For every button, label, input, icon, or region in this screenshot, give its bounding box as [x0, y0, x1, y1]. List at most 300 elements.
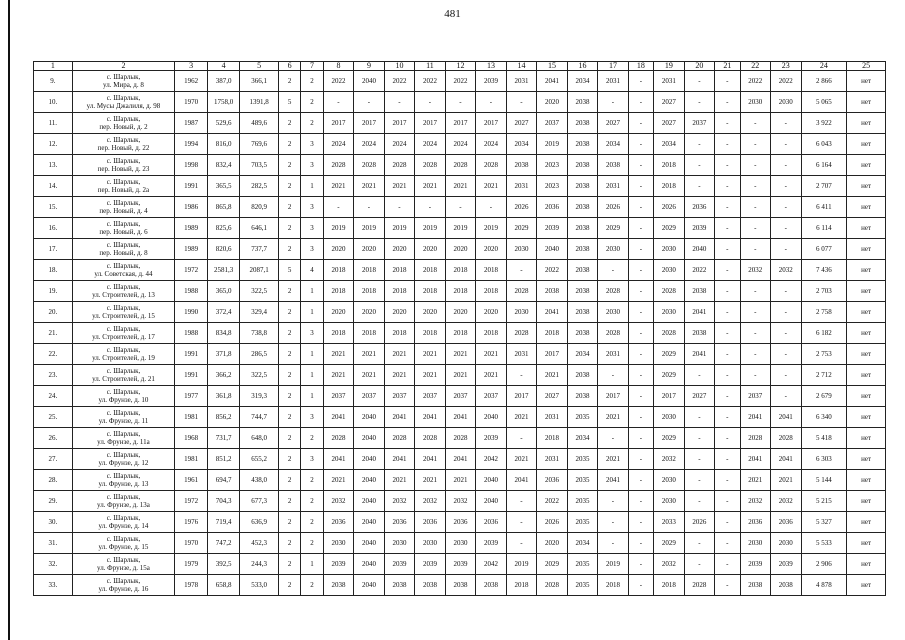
- table-cell: 2: [301, 470, 323, 491]
- column-header: 4: [207, 62, 240, 71]
- table-cell: 2040: [476, 491, 507, 512]
- table-cell: нет: [847, 218, 886, 239]
- table-cell: 2038: [567, 239, 598, 260]
- table-cell: 2024: [354, 134, 385, 155]
- table-cell: -: [384, 92, 415, 113]
- address-cell: [72, 218, 175, 239]
- table-cell: 2032: [654, 554, 685, 575]
- table-cell: 2: [278, 239, 300, 260]
- table-cell: 2032: [384, 491, 415, 512]
- table-cell: 2041: [506, 470, 537, 491]
- table-cell: -: [771, 281, 802, 302]
- table-cell: 2017: [476, 113, 507, 134]
- table-cell: 392,5: [207, 554, 240, 575]
- table-cell: 2037: [354, 386, 385, 407]
- table-cell: 2: [278, 365, 300, 386]
- table-cell: 2030: [323, 533, 354, 554]
- table-cell: -: [628, 218, 653, 239]
- table-row: [34, 470, 886, 491]
- table-cell: 2024: [445, 134, 476, 155]
- row-number: 33.: [34, 575, 73, 596]
- table-cell: 2029: [654, 218, 685, 239]
- table-cell: 2039: [537, 218, 568, 239]
- table-cell: -: [684, 407, 715, 428]
- table-cell: -: [715, 491, 740, 512]
- table-cell: -: [506, 92, 537, 113]
- table-cell: 1: [301, 554, 323, 575]
- table-cell: 2032: [415, 491, 446, 512]
- table-cell: 1972: [175, 260, 208, 281]
- table-cell: 2021: [323, 344, 354, 365]
- table-cell: 5: [278, 92, 300, 113]
- table-cell: 1991: [175, 344, 208, 365]
- address-locality: с. Шарлык,: [106, 472, 141, 480]
- table-cell: 2041: [771, 449, 802, 470]
- table-cell: -: [715, 512, 740, 533]
- row-number: 15.: [34, 197, 73, 218]
- address-street: ул. Фрунзе, д. 12: [98, 459, 149, 467]
- table-cell: -: [740, 302, 771, 323]
- table-cell: -: [684, 176, 715, 197]
- address-locality: с. Шарлык,: [106, 94, 141, 102]
- table-cell: 2037: [537, 113, 568, 134]
- column-header: 8: [323, 62, 354, 71]
- table-cell: 2039: [684, 218, 715, 239]
- table-cell: 2022: [445, 71, 476, 92]
- table-cell: 319,3: [240, 386, 279, 407]
- table-cell: 2021: [323, 470, 354, 491]
- row-number: 32.: [34, 554, 73, 575]
- table-cell: 2031: [654, 71, 685, 92]
- table-cell: -: [740, 176, 771, 197]
- table-cell: 2021: [740, 470, 771, 491]
- table-row: [34, 302, 886, 323]
- table-cell: нет: [847, 491, 886, 512]
- table-cell: 2021: [476, 365, 507, 386]
- table-cell: -: [715, 386, 740, 407]
- table-cell: 2041: [771, 407, 802, 428]
- address-locality: с. Шарлык,: [106, 535, 141, 543]
- table-cell: -: [715, 554, 740, 575]
- table-cell: -: [684, 71, 715, 92]
- table-row: [34, 197, 886, 218]
- table-cell: -: [628, 365, 653, 386]
- table-cell: 2018: [476, 323, 507, 344]
- table-cell: 694,7: [207, 470, 240, 491]
- table-cell: -: [771, 197, 802, 218]
- address-cell: [72, 344, 175, 365]
- address-cell: [72, 260, 175, 281]
- table-cell: нет: [847, 281, 886, 302]
- table-cell: -: [628, 197, 653, 218]
- table-cell: 4 878: [801, 575, 847, 596]
- table-cell: 1998: [175, 155, 208, 176]
- table-cell: 2021: [384, 176, 415, 197]
- address-locality: с. Шарлык,: [106, 346, 141, 354]
- table-cell: 2018: [323, 323, 354, 344]
- table-cell: 648,0: [240, 428, 279, 449]
- table-cell: 2031: [537, 407, 568, 428]
- table-cell: 2041: [384, 407, 415, 428]
- table-cell: нет: [847, 533, 886, 554]
- table-cell: -: [628, 449, 653, 470]
- table-cell: 2026: [684, 512, 715, 533]
- address-cell: [72, 491, 175, 512]
- table-cell: нет: [847, 92, 886, 113]
- table-cell: 2018: [354, 260, 385, 281]
- table-row: [34, 281, 886, 302]
- table-cell: 1: [301, 176, 323, 197]
- table-row: [34, 113, 886, 134]
- address-cell: [72, 134, 175, 155]
- table-cell: 2029: [598, 218, 629, 239]
- table-cell: 2: [278, 134, 300, 155]
- table-cell: 2030: [506, 239, 537, 260]
- address-locality: с. Шарлык,: [106, 136, 141, 144]
- table-cell: -: [771, 239, 802, 260]
- table-cell: -: [740, 344, 771, 365]
- address-cell: [72, 449, 175, 470]
- table-cell: 2028: [654, 281, 685, 302]
- table-cell: 2: [278, 302, 300, 323]
- table-cell: -: [506, 428, 537, 449]
- table-cell: 6 043: [801, 134, 847, 155]
- table-cell: -: [684, 470, 715, 491]
- row-number: 17.: [34, 239, 73, 260]
- address-cell: [72, 113, 175, 134]
- table-cell: 2036: [476, 512, 507, 533]
- table-row: [34, 323, 886, 344]
- table-cell: 2020: [323, 302, 354, 323]
- address-cell: [72, 365, 175, 386]
- table-cell: 1988: [175, 281, 208, 302]
- table-cell: 2027: [537, 386, 568, 407]
- address-street: пер. Новый, д. 6: [99, 228, 148, 236]
- address-street: ул. Фрунзе, д. 13: [98, 480, 149, 488]
- table-cell: 2: [278, 449, 300, 470]
- table-cell: 3 922: [801, 113, 847, 134]
- table-cell: 2038: [476, 575, 507, 596]
- table-cell: 2022: [384, 71, 415, 92]
- table-cell: нет: [847, 470, 886, 491]
- table-cell: 2030: [598, 302, 629, 323]
- table-row: [34, 491, 886, 512]
- table-cell: 1989: [175, 218, 208, 239]
- table-cell: 2037: [384, 386, 415, 407]
- table-cell: -: [715, 218, 740, 239]
- table-cell: 2030: [654, 470, 685, 491]
- table-cell: 2040: [354, 428, 385, 449]
- table-cell: 2: [301, 512, 323, 533]
- table-cell: 2038: [567, 218, 598, 239]
- column-header: 19: [654, 62, 685, 71]
- table-cell: 2017: [598, 386, 629, 407]
- table-cell: -: [628, 92, 653, 113]
- table-cell: 2031: [537, 449, 568, 470]
- table-cell: 820,6: [207, 239, 240, 260]
- table-cell: 2018: [445, 281, 476, 302]
- table-cell: 1989: [175, 239, 208, 260]
- address-cell: [72, 407, 175, 428]
- address-locality: с. Шарлык,: [106, 577, 141, 585]
- table-row: [34, 155, 886, 176]
- table-cell: 2041: [598, 470, 629, 491]
- table-cell: 2: [301, 71, 323, 92]
- table-cell: 1976: [175, 512, 208, 533]
- table-cell: 2020: [476, 239, 507, 260]
- table-cell: 2021: [771, 470, 802, 491]
- table-cell: 2035: [567, 575, 598, 596]
- table-cell: 2022: [537, 260, 568, 281]
- table-cell: 2: [278, 281, 300, 302]
- table-cell: -: [628, 491, 653, 512]
- table-cell: 3: [301, 407, 323, 428]
- table-cell: 2036: [684, 197, 715, 218]
- table-cell: 2037: [740, 386, 771, 407]
- table-cell: 2039: [771, 554, 802, 575]
- table-cell: 2032: [654, 449, 685, 470]
- table-cell: 2031: [598, 71, 629, 92]
- table-cell: 2021: [354, 365, 385, 386]
- table-cell: 533,0: [240, 575, 279, 596]
- table-cell: 2037: [684, 113, 715, 134]
- table-cell: 2019: [384, 218, 415, 239]
- table-cell: 2027: [684, 386, 715, 407]
- table-cell: нет: [847, 239, 886, 260]
- table-cell: 2040: [354, 71, 385, 92]
- address-street: ул. Фрунзе, д. 15а: [97, 564, 150, 572]
- table-cell: 2: [278, 323, 300, 344]
- table-cell: 816,0: [207, 134, 240, 155]
- table-cell: 2017: [323, 113, 354, 134]
- table-cell: 2: [278, 113, 300, 134]
- data-table: [33, 61, 886, 596]
- table-cell: 769,6: [240, 134, 279, 155]
- table-cell: 2030: [445, 533, 476, 554]
- row-number: 10.: [34, 92, 73, 113]
- table-cell: 2018: [415, 281, 446, 302]
- table-cell: 636,9: [240, 512, 279, 533]
- table-cell: -: [598, 365, 629, 386]
- table-cell: 1962: [175, 71, 208, 92]
- table-cell: 1990: [175, 302, 208, 323]
- table-cell: 2038: [567, 92, 598, 113]
- table-cell: 2020: [354, 239, 385, 260]
- table-cell: 5 144: [801, 470, 847, 491]
- table-cell: 2028: [415, 155, 446, 176]
- row-number: 27.: [34, 449, 73, 470]
- table-cell: 2023: [537, 155, 568, 176]
- column-header: 1: [34, 62, 73, 71]
- table-cell: 2: [278, 512, 300, 533]
- address-locality: с. Шарлык,: [106, 199, 141, 207]
- table-cell: 5 065: [801, 92, 847, 113]
- table-cell: -: [740, 218, 771, 239]
- table-cell: 2038: [506, 155, 537, 176]
- table-cell: -: [506, 491, 537, 512]
- table-cell: 2036: [740, 512, 771, 533]
- row-number: 18.: [34, 260, 73, 281]
- table-cell: 2019: [445, 218, 476, 239]
- column-header: 6: [278, 62, 300, 71]
- table-cell: 2023: [537, 176, 568, 197]
- table-cell: нет: [847, 449, 886, 470]
- table-cell: 371,8: [207, 344, 240, 365]
- table-cell: 2032: [740, 491, 771, 512]
- table-row: [34, 512, 886, 533]
- table-cell: 2017: [654, 386, 685, 407]
- table-cell: 3: [301, 218, 323, 239]
- table-cell: -: [715, 533, 740, 554]
- address-locality: с. Шарлык,: [106, 367, 141, 375]
- table-cell: 2028: [537, 575, 568, 596]
- table-cell: -: [628, 113, 653, 134]
- table-cell: 2 906: [801, 554, 847, 575]
- table-cell: 2030: [598, 239, 629, 260]
- table-cell: 1391,8: [240, 92, 279, 113]
- table-cell: 2041: [537, 302, 568, 323]
- table-cell: 2028: [740, 428, 771, 449]
- table-cell: 2038: [567, 323, 598, 344]
- table-cell: 2: [301, 491, 323, 512]
- table-cell: -: [598, 428, 629, 449]
- table-cell: 2040: [476, 470, 507, 491]
- table-cell: 2037: [445, 386, 476, 407]
- table-cell: 2035: [567, 491, 598, 512]
- table-cell: 2030: [415, 533, 446, 554]
- column-header: 2: [72, 62, 175, 71]
- table-cell: 2024: [476, 134, 507, 155]
- table-cell: 2021: [506, 407, 537, 428]
- table-cell: 2021: [415, 470, 446, 491]
- table-cell: 489,6: [240, 113, 279, 134]
- table-cell: 2018: [384, 281, 415, 302]
- table-cell: 2 712: [801, 365, 847, 386]
- address-cell: [72, 176, 175, 197]
- table-cell: 2024: [323, 134, 354, 155]
- table-cell: -: [684, 554, 715, 575]
- table-cell: 2038: [567, 197, 598, 218]
- table-cell: 2038: [567, 260, 598, 281]
- table-cell: 2: [301, 533, 323, 554]
- table-cell: -: [715, 575, 740, 596]
- address-cell: [72, 92, 175, 113]
- table-cell: 2028: [354, 155, 385, 176]
- table-cell: 366,1: [240, 71, 279, 92]
- row-number: 30.: [34, 512, 73, 533]
- table-cell: 658,8: [207, 575, 240, 596]
- table-cell: 655,2: [240, 449, 279, 470]
- table-cell: 2034: [567, 71, 598, 92]
- table-cell: 2036: [771, 512, 802, 533]
- table-cell: 529,6: [207, 113, 240, 134]
- table-cell: 2020: [384, 302, 415, 323]
- table-cell: 1979: [175, 554, 208, 575]
- table-cell: 2021: [445, 344, 476, 365]
- table-cell: нет: [847, 323, 886, 344]
- table-cell: 2037: [323, 386, 354, 407]
- table-cell: 6 303: [801, 449, 847, 470]
- table-row: [34, 449, 886, 470]
- table-cell: 834,8: [207, 323, 240, 344]
- table-cell: 2: [278, 533, 300, 554]
- table-cell: 2041: [684, 344, 715, 365]
- address-cell: [72, 470, 175, 491]
- table-cell: 2021: [384, 344, 415, 365]
- table-cell: 2032: [323, 491, 354, 512]
- table-cell: -: [354, 92, 385, 113]
- table-cell: 2: [278, 344, 300, 365]
- table-row: [34, 71, 886, 92]
- address-cell: [72, 239, 175, 260]
- table-cell: 851,2: [207, 449, 240, 470]
- table-cell: 1977: [175, 386, 208, 407]
- address-street: пер. Новый, д. 2а: [97, 186, 150, 194]
- table-cell: 2020: [537, 92, 568, 113]
- address-cell: [72, 155, 175, 176]
- table-cell: -: [628, 554, 653, 575]
- table-cell: нет: [847, 155, 886, 176]
- table-cell: 4: [301, 260, 323, 281]
- table-cell: 1986: [175, 197, 208, 218]
- table-cell: 2017: [506, 386, 537, 407]
- table-cell: 2021: [598, 407, 629, 428]
- table-cell: 2020: [415, 302, 446, 323]
- table-cell: 372,4: [207, 302, 240, 323]
- table-cell: 2033: [654, 512, 685, 533]
- table-cell: нет: [847, 407, 886, 428]
- address-locality: с. Шарлык,: [106, 115, 141, 123]
- table-cell: 2022: [537, 491, 568, 512]
- table-cell: 2: [278, 554, 300, 575]
- table-cell: 2038: [771, 575, 802, 596]
- table-cell: 3: [301, 134, 323, 155]
- table-cell: 2027: [506, 113, 537, 134]
- table-cell: 1970: [175, 92, 208, 113]
- table-cell: -: [628, 470, 653, 491]
- table-cell: 2041: [415, 407, 446, 428]
- address-street: ул. Фрунзе, д. 15: [98, 543, 149, 551]
- table-cell: 2030: [654, 302, 685, 323]
- table-cell: 2031: [506, 71, 537, 92]
- table-cell: 2039: [415, 554, 446, 575]
- table-cell: 2026: [537, 512, 568, 533]
- table-cell: 677,3: [240, 491, 279, 512]
- table-cell: 2028: [598, 323, 629, 344]
- table-cell: 2028: [771, 428, 802, 449]
- table-cell: 2035: [567, 554, 598, 575]
- table-cell: -: [740, 155, 771, 176]
- table-cell: 2041: [740, 407, 771, 428]
- table-cell: 2 679: [801, 386, 847, 407]
- column-header: 17: [598, 62, 629, 71]
- table-cell: 2022: [771, 71, 802, 92]
- table-cell: 2034: [506, 134, 537, 155]
- table-cell: -: [715, 407, 740, 428]
- address-locality: с. Шарлык,: [106, 178, 141, 186]
- table-cell: -: [715, 260, 740, 281]
- table-cell: -: [771, 134, 802, 155]
- table-cell: 2018: [654, 575, 685, 596]
- table-cell: нет: [847, 113, 886, 134]
- table-cell: -: [628, 239, 653, 260]
- table-cell: -: [740, 281, 771, 302]
- table-cell: 2036: [384, 512, 415, 533]
- table-cell: 2021: [354, 344, 385, 365]
- table-cell: 2041: [445, 407, 476, 428]
- address-street: ул. Фрунзе, д. 13а: [97, 501, 150, 509]
- table-cell: 1987: [175, 113, 208, 134]
